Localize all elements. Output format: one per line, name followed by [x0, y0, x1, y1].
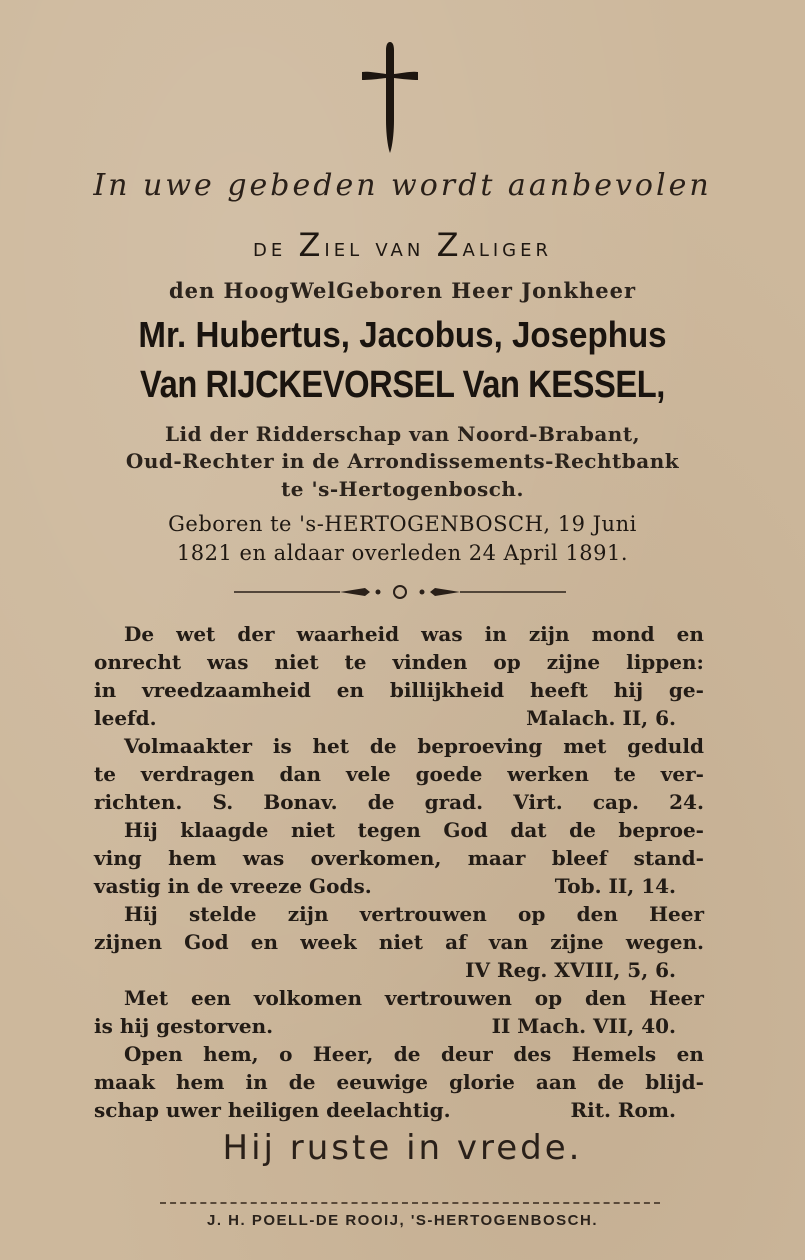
birth-death-line: Geboren te 's-HERTOGENBOSCH, 19 Juni	[168, 512, 637, 536]
birth-death-line: 1821 en aldaar overleden 24 April 1891.	[176, 541, 629, 565]
verse-text: leefd.	[94, 706, 157, 730]
verse-text: onrecht was niet te vinden op zijne lippen:	[94, 650, 704, 674]
ziel-part-1: de	[252, 233, 299, 263]
verse-text: in vreedzaamheid en billijkheid heeft hij ge-	[94, 678, 704, 702]
ziel-heading	[0, 226, 805, 264]
verse-line	[94, 1040, 704, 1068]
verse-text: maak hem in de eeuwige glorie aan de blijd-	[94, 1070, 704, 1094]
verse-line	[94, 984, 704, 1012]
verse-line	[94, 676, 704, 704]
verse-reference: Tob. II, 14.	[554, 874, 676, 898]
cross-icon	[360, 40, 420, 155]
verse-line	[94, 788, 704, 816]
verse-line	[94, 760, 704, 788]
title-line: te 's-Hertogenbosch.	[281, 477, 524, 501]
ziel-cap-1: Z	[298, 226, 325, 264]
title-line: Lid der Ridderschap van Noord-Brabant,	[164, 422, 641, 446]
verse-text: De wet der waarheid was in zijn mond en	[124, 622, 704, 646]
closing-prayer: Hij ruste in vrede.	[222, 1128, 583, 1168]
verse-text: Open hem, o Heer, de deur des Hemels en	[124, 1042, 704, 1066]
ziel-cap-2: Z	[436, 226, 463, 264]
verse-reference: Malach. II, 6.	[526, 706, 676, 730]
verse-reference: II Mach. VII, 40.	[491, 1014, 676, 1038]
deceased-family-name: Van RIJCKEVORSEL Van KESSEL,	[140, 364, 665, 406]
deceased-given-names: Mr. Hubertus, Jacobus, Josephus	[138, 314, 667, 355]
verse-text: is hij gestorven.	[94, 1014, 274, 1038]
verse-line	[94, 872, 704, 900]
verse-line	[94, 620, 704, 648]
verse-text: Hij klaagde niet tegen God dat de beproe-	[124, 818, 704, 842]
verse-text: richten. S. Bonav. de grad. Virt. cap. 24.	[94, 790, 704, 814]
verse-text: te verdragen dan vele goede werken te ver-	[94, 762, 704, 786]
verse-line	[94, 1096, 704, 1124]
verse-text: vastig in de vreeze Gods.	[94, 874, 372, 898]
ornamental-divider	[230, 582, 570, 602]
verse-line	[94, 1068, 704, 1096]
verse-line	[94, 928, 704, 956]
verse-text: schap uwer heiligen deelachtig.	[94, 1098, 451, 1122]
ziel-part-2: iel van	[324, 233, 437, 263]
printer-imprint: J. H. POELL-DE ROOIJ, 'S-HERTOGENBOSCH.	[207, 1212, 598, 1229]
verse-line	[94, 704, 704, 732]
verse-line	[94, 956, 704, 984]
verse-text: zijnen God en week niet af van zijne wegen.	[94, 930, 704, 954]
ziel-part-3: aliger	[462, 233, 552, 263]
verse-line	[94, 732, 704, 760]
verse-line	[94, 844, 704, 872]
verse-reference: IV Reg. XVIII, 5, 6.	[465, 958, 676, 982]
honorific-line: den HoogWelGeboren Heer Jonkheer	[168, 278, 637, 303]
verse-line	[94, 1012, 704, 1040]
verse-text: Volmaakter is het de beproeving met geduld	[124, 734, 704, 758]
printer-rule	[160, 1202, 660, 1204]
verse-line	[94, 900, 704, 928]
verse-reference: Rit. Rom.	[570, 1098, 676, 1122]
verse-text: ving hem was overkomen, maar bleef stand-	[94, 846, 704, 870]
intro-text: In uwe gebeden wordt aanbevolen	[93, 168, 712, 203]
verse-line	[94, 648, 704, 676]
verse-text: Hij stelde zijn vertrouwen op den Heer	[124, 902, 704, 926]
verse-line	[94, 816, 704, 844]
verse-text: Met een volkomen vertrouwen op den Heer	[124, 986, 704, 1010]
title-line: Oud-Rechter in de Arrondissements-Rechtbank	[125, 449, 680, 473]
